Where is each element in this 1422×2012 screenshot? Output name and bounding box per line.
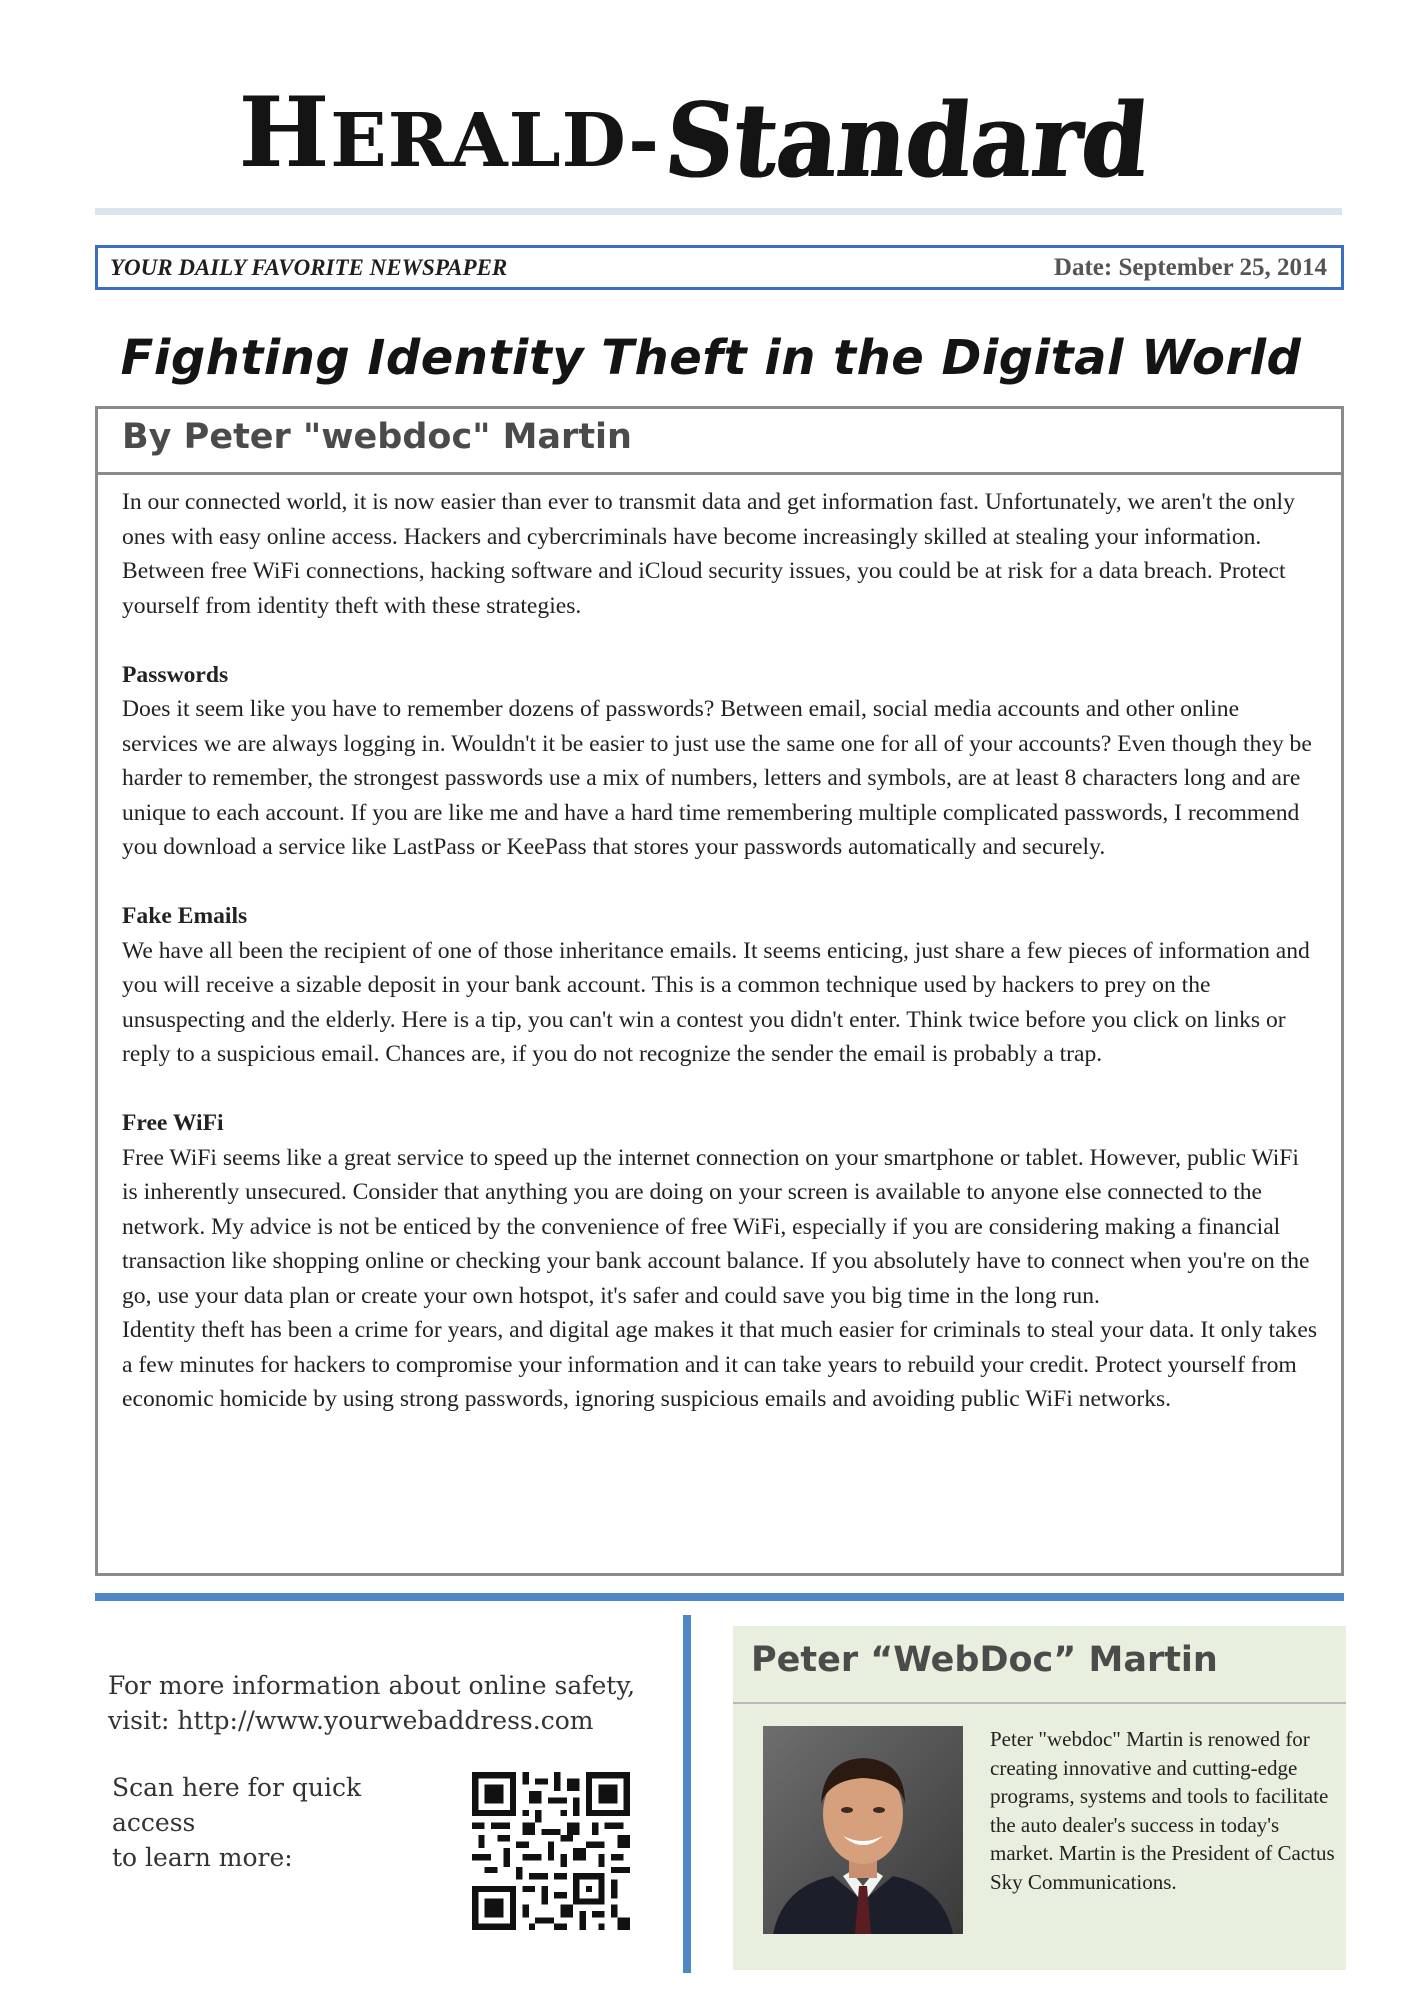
scan-line: Scan here for quick access xyxy=(112,1773,362,1837)
more-info-line: For more information about online safety, xyxy=(108,1671,636,1700)
free-wifi-text: Free WiFi seems like a great service to speed up the internet connection on your smartphone or tablet. However, public WiFi is inherently unsecured. Consider that anything you are doing on your screen is available to anyone else connected to the network. My advice is not be enticed by the convenience of free WiFi, especially if you are considering making a financial transaction like shopping online or checking your bank account balance. If you absolutely have to connect when you're on the go, use your data plan or create your own hotspot, it's safer and could save you big time in the long run. xyxy=(122,1144,1310,1309)
passwords-text: Does it seem like you have to remember dozens of passwords? Between email, social media accounts and other online services we are always logging in. Wouldn't it be easier to just use the same one for all of your accounts? Even though they be harder to remember, the strongest passwords use a mix of numbers, letters and symbols, are at least 8 characters long and are unique to each account. If you are like me and have a hard time remembering multiple complicated passwords, I recommend you download a service like LastPass or KeePass that stores your passwords automatically and securely. xyxy=(122,696,1312,860)
fake-emails-heading: Fake Emails xyxy=(122,903,248,929)
website-link[interactable]: visit: http://www.yourwebaddress.com xyxy=(108,1706,594,1735)
bio-text: Peter "webdoc" Martin is renowed for creating innovative and cutting-edge programs, systems and tools to facilitate the auto dealer's success in today's market. Martin is the President of Cactus Sky Communications. xyxy=(990,1727,1335,1894)
free-wifi-heading: Free WiFi xyxy=(122,1110,224,1136)
masthead-herald xyxy=(239,78,660,196)
masthead-rule xyxy=(95,208,1342,215)
article-body xyxy=(98,475,1341,1417)
vertical-divider xyxy=(683,1615,691,1973)
fake-emails-text: We have all been the recipient of one of those inheritance emails. It seems enticing, just share a few pieces of information and you will receive a sizable deposit in your bank account. This is a common technique used by hackers to prey on the unsuspecting and the elderly. Here is a tip, you can't win a contest you didn't enter. Think twice before you click on links or reply to a suspicious email. Chances are, if you do not recognize the sender the email is probably a trap. xyxy=(122,937,1310,1067)
author-portrait-icon xyxy=(763,1726,963,1934)
masthead-herald-initial: H xyxy=(238,76,331,189)
masthead xyxy=(0,76,1422,201)
paragraph-gap xyxy=(122,865,1317,900)
paragraph-gap xyxy=(122,1072,1317,1107)
scan-text xyxy=(112,1770,442,1875)
tagline: YOUR DAILY FAVORITE NEWSPAPER xyxy=(110,255,508,280)
passwords-heading: Passwords xyxy=(122,661,229,688)
paragraph-gap xyxy=(122,623,1317,658)
more-info xyxy=(108,1668,668,1738)
masthead-herald-rest: ERALD- xyxy=(330,98,660,184)
section-divider xyxy=(95,1593,1344,1601)
scan-line: to learn more: xyxy=(112,1843,293,1872)
article-intro: In our connected world, it is now easier than ever to transmit data and get information fast. Unfortunately, we aren't the only ones with easy online access. Hackers and cybercriminals have become increasingly skilled at stealing your information. Between free WiFi connections, hacking software and iCloud security issues, you could be at risk for a data breach. Protect yourself from identity theft with these strategies. xyxy=(122,489,1295,619)
masthead-standard: Standard xyxy=(659,81,1153,201)
byline: By Peter "webdoc" Martin xyxy=(98,409,1341,475)
bio-name: Peter “WebDoc” Martin xyxy=(751,1640,1218,1680)
bio-rule xyxy=(733,1702,1346,1704)
author-bio-box xyxy=(733,1626,1346,1970)
qr-code-icon[interactable] xyxy=(472,1772,630,1930)
info-strip xyxy=(95,245,1344,290)
article-box xyxy=(95,406,1344,1576)
dateline: Date: September 25, 2014 xyxy=(1053,254,1327,281)
headline: Fighting Identity Theft in the Digital World xyxy=(120,330,1302,386)
article-conclusion: Identity theft has been a crime for years, and digital age makes it that much easier for criminals to steal your data. It only takes a few minutes for hackers to compromise your information and it can take years to rebuild your credit. Protect yourself from economic homicide by using strong passwords, ignoring suspicious emails and avoiding public WiFi networks. xyxy=(122,1317,1317,1412)
